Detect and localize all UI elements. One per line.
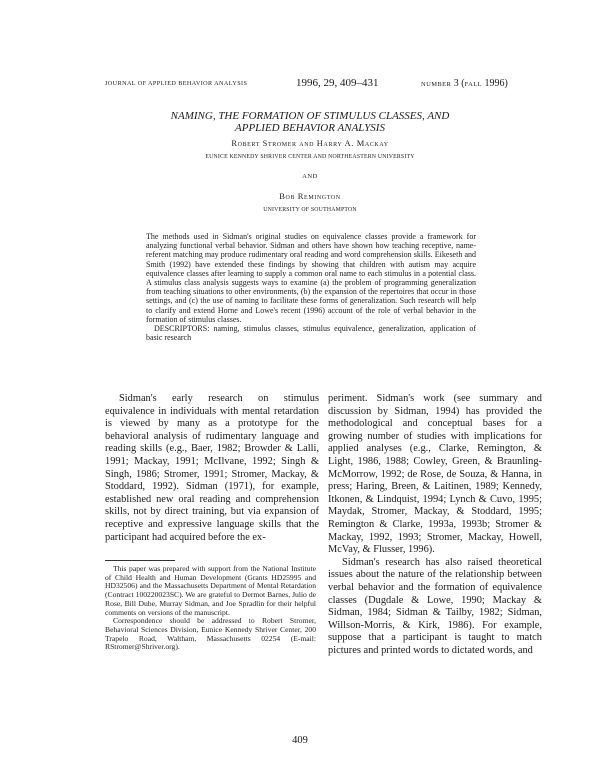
journal-name: JOURNAL OF APPLIED BEHAVIOR ANALYSIS xyxy=(105,80,248,87)
issue-info xyxy=(421,78,508,89)
title-line-1: NAMING, THE FORMATION OF STIMULUS CLASSES, AND xyxy=(170,110,450,122)
body-paragraph: periment. Sidman's work (see summary and discussion by Sidman, 1994) has provided the methodological and conceptual bases for a growing number of studies with implications for applied analyses (e.g., Clarke, Remington, & Light, 1986, 1988; Cowley, Green, & Braunling-McMorrow, 1992; de Rose, de Souza, & Hanna, in press; Haring, Breen, & Laitinen, 1989; Kennedy, Itkonen, & Lindquist, 1994; Lynch & Cuvo, 1995; Maydak, Stromer, Mackay, & Stoddard, 1995; Remington & Clarke, 1993a, 1993b; Stromer & Mackay, 1992, 1993; Stromer, Mackay, Howell, McVay, & Flusser, 1996). xyxy=(328,393,542,556)
secondary-affiliation: UNIVERSITY OF SOUTHAMPTON xyxy=(263,207,357,213)
body-paragraph: Sidman's early research on stimulus equivalence in individuals with mental retardation is viewed by many as a prototype for the behavioral analysis of rudimentary language and reading skills (e.g., Baer, 1982; Browder & Lalli, 1991; Mackay, 1991; McIlvane, 1992; Singh & Singh, 1986; Stromer, 1991; Stromer, Mackay, & Stoddard, 1992). Sidman (1971), for example, established new oral reading and comprehension skills, not by direct training, but via expansion of receptive and expressive language skills that the participant had acquired before the ex- xyxy=(105,393,319,543)
body-column-right xyxy=(328,393,542,657)
primary-authors: Robert Stromer and Harry A. Mackay xyxy=(231,138,389,148)
primary-affiliation: EUNICE KENNEDY SHRIVER CENTER AND NORTHEASTERN UNIVERSITY xyxy=(205,154,415,160)
abstract-text: The methods used in Sidman's original studies on equivalence classes provide a framework for analyzing functional verbal behavior. Sidman and others have shown how teaching receptive, name-referent matching may produce rudimentary oral reading and word comprehension skills. Eikeseth and Smith (1992) have extended these findings by showing that children with autism may acquire equivalence classes after learning to supply a common oral name to each stimulus in a potential class. A stimulus class analysis suggests ways to examine (a) the problem of programming generalization from teaching situations to other environments, (b) the expansion of the repertoires that occur in those settings, and (c) the use of naming to facilitate these forms of generalization. Such research will help to clarify and extend Horne and Lowe's recent (1996) account of the role of verbal behavior in the formation of stimulus classes. xyxy=(146,232,476,324)
descriptors xyxy=(146,324,476,342)
abstract xyxy=(146,232,476,342)
footnote-support: This paper was prepared with support from the National Institute of Child Health and Human Development (Grants HD25995 and HD32506) and the Massachusetts Department of Mental Retardation (Contract 100220023SC). We are grateful to Dermot Barnes, Julio de Rose, Bill Dube, Murray Sidman, and Joe Spradlin for their helpful comments on versions of the manuscript. xyxy=(105,564,316,617)
issue-open: ( xyxy=(461,78,465,89)
descriptors-text: naming, stimulus classes, stimulus equivalence, generalization, application of basic research xyxy=(146,324,477,343)
page-number: 409 xyxy=(292,735,308,746)
title-line-2: APPLIED BEHAVIOR ANALYSIS xyxy=(235,122,385,134)
citation xyxy=(296,77,379,89)
author-conjunction: AND xyxy=(302,173,318,180)
footnote-correspondence: Correspondence should be addressed to Robert Stromer, Behavioral Sciences Division, Eunice Kennedy Shriver Center, 200 Trapelo Road, Waltham, Massachusetts 02254 (E-mail: RStromer@Shriver.org). xyxy=(105,616,316,652)
secondary-author: Bob Remington xyxy=(279,191,341,201)
descriptors-label: DESCRIPTORS: xyxy=(154,324,210,334)
body-column-left xyxy=(105,393,319,544)
season: FALL xyxy=(464,81,482,88)
number-value: 3 xyxy=(453,78,459,89)
number-label: NUMBER xyxy=(421,81,452,88)
footnotes xyxy=(105,565,316,652)
footnote-rule xyxy=(105,560,175,561)
body-paragraph: Sidman's research has also raised theoretical issues about the nature of the relationship between verbal behavior and the formation of equivalence classes (Dugdale & Lowe, 1990; Mackay & Sidman, 1984; Sidman & Tailby, 1982; Sidman, Willson-Morris, & Kirk, 1986). For example, suppose that a participant is taught to match pictures and printed words to dictated words, and xyxy=(328,556,542,656)
article-title xyxy=(120,110,500,134)
citation-text: 1996, 29, 409–431 xyxy=(296,77,379,89)
year: 1996) xyxy=(484,78,508,89)
